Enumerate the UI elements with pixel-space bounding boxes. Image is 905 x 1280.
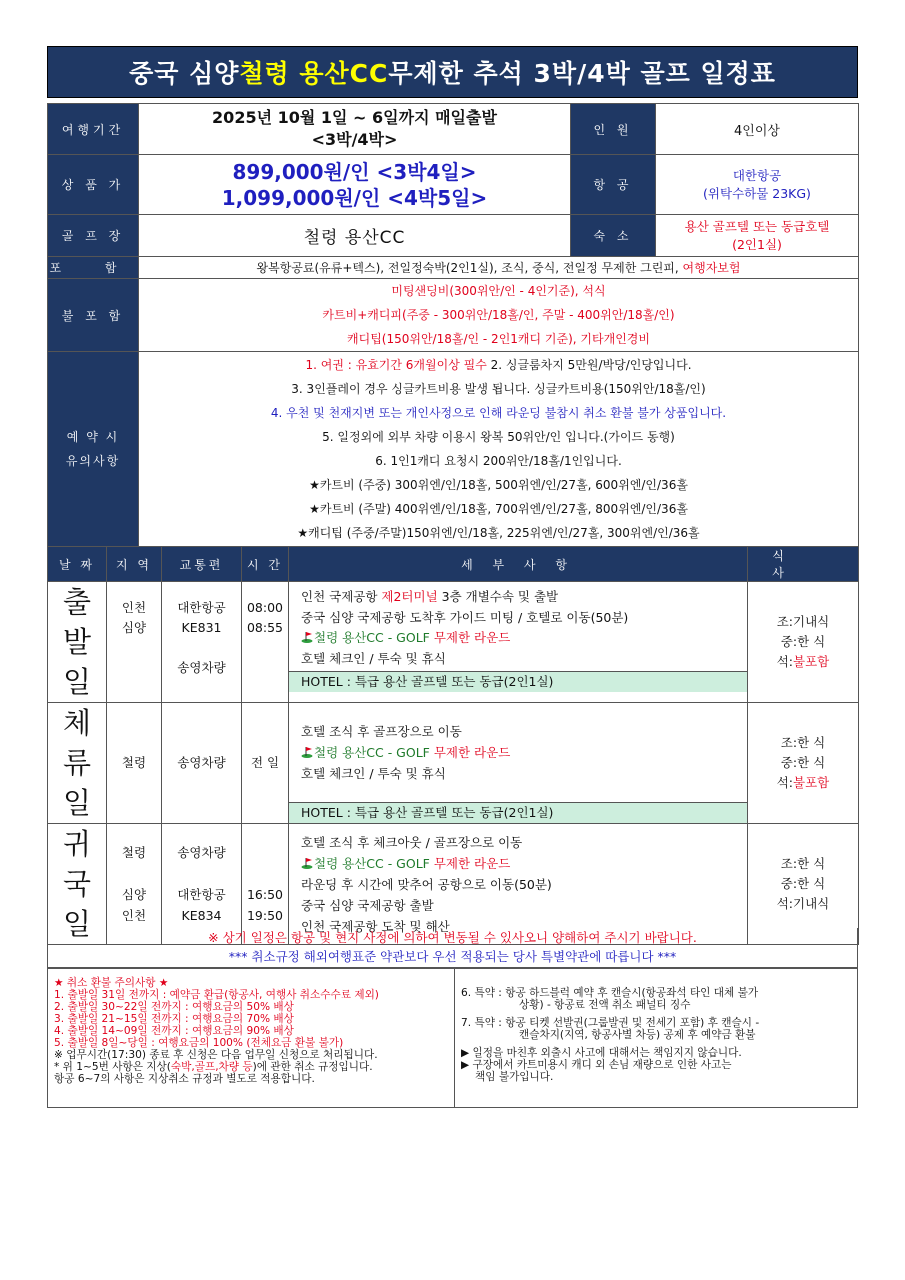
- day3-golf: 철령 용산CC - GOLF: [314, 855, 434, 871]
- day1-time1: 08:00: [246, 600, 284, 615]
- title-highlight: 철령 용산CC: [239, 59, 389, 88]
- cancel-office-hours: ※ 업무시간(17:30) 종료 후 신청은 다음 업무일 신청으로 처리됩니다.: [54, 1049, 378, 1061]
- day2-char3: 일: [62, 786, 91, 820]
- liability-1: ▶ 일정을 마친후 외출시 사고에 대해서는 책임지지 않습니다.: [461, 1047, 742, 1059]
- day2-golf-unlimited: 무제한 라운드: [433, 745, 511, 760]
- people-value: 4인이상: [656, 104, 859, 155]
- note-5: 5. 일정외에 외부 차량 이용시 왕복 50위안/인 입니다.(가이드 동행): [322, 430, 675, 444]
- include-insurance: 여행자보험: [682, 261, 741, 275]
- special-7b: 캔슬차지(지역, 항공사별 차등) 공제 후 예약금 환불: [519, 1029, 756, 1041]
- day3-detail5: 인천 국제공항 도착 및 해산: [301, 918, 450, 934]
- day3-transport1: 송영차량: [177, 845, 226, 860]
- day1-transport1: 대한항공: [177, 600, 226, 615]
- day2-transport: 송영차량: [162, 703, 242, 824]
- day2-char2: 류: [62, 746, 91, 780]
- day1-char1: 출: [62, 585, 91, 619]
- day1-meal-breakfast: 조:기내식: [776, 614, 830, 629]
- day2-detail1: 호텔 조식 후 골프장으로 이동: [301, 724, 462, 739]
- day3-transport2: 대한항공: [177, 887, 226, 902]
- day3-char3: 일: [62, 907, 91, 941]
- hotel-line1: 용산 골프텔 또는 동급호텔: [684, 218, 830, 234]
- cancel-rule-2: 2. 출발일 30~22일 전까지 : 여행요금의 50% 배상: [54, 1001, 294, 1013]
- exclude-line3: 캐디팁(150위안/18홀/인 - 2인1캐디 기준), 기타개인경비: [347, 332, 650, 346]
- day3-transport3: KE834: [181, 908, 222, 923]
- golf-flag-icon: [301, 631, 313, 643]
- notes-label-2: 유의사항: [65, 454, 121, 468]
- day2-char1: 체: [62, 706, 91, 740]
- day1-hotel: HOTEL : 특급 용산 골프텔 또는 동급(2인1실): [289, 671, 747, 692]
- note-6: 6. 1인1캐디 요청시 200위안/18홀/1인입니다.: [375, 454, 622, 468]
- cancel-title: ★ 취소 환불 주의사항 ★: [54, 977, 169, 989]
- hotel-label: 숙 소: [571, 215, 656, 257]
- day1-detail4: 호텔 체크인 / 투숙 및 휴식: [301, 650, 446, 666]
- note-single-room: 2. 싱글룸차지 5만원/박당/인당입니다.: [486, 358, 692, 372]
- cancel-air-note: 항공 6~7의 사항은 지상취소 규정과 별도로 적용합니다.: [54, 1073, 315, 1085]
- day3-meal-lunch: 중:한 식: [780, 876, 826, 891]
- notice-cancel-rule: *** 취소규정 해외여행표준 약관보다 우선 적용되는 당사 특별약관에 따릅니다 ***: [228, 949, 677, 964]
- header-region: 지 역: [107, 547, 162, 582]
- day3-detail1: 호텔 조식 후 체크아웃 / 골프장으로 이동: [301, 834, 523, 850]
- liability-2: ▶ 구장에서 카트미용시 캐디 외 손님 재량으로 인한 사고는: [461, 1059, 732, 1071]
- day1-golf: 철령 용산CC - GOLF: [314, 630, 434, 645]
- day1-golf-unlimited: 무제한 라운드: [433, 630, 511, 645]
- airline-label: 항 공: [571, 155, 656, 215]
- day2-meal-breakfast: 조:한 식: [780, 735, 826, 750]
- period-line2: <3박/4박>: [311, 130, 398, 149]
- day1-meal-lunch: 중:한 식: [780, 634, 826, 649]
- special-6b: 상황) - 항공료 전액 취소 패널티 징수: [519, 999, 691, 1011]
- period-label: 여행기간: [48, 104, 139, 155]
- day3-region3: 인천: [121, 908, 147, 923]
- day3-char1: 귀: [62, 827, 91, 861]
- day3-time1: 16:50: [246, 887, 284, 902]
- day2-golf: 철령 용산CC - GOLF: [314, 745, 434, 760]
- price-label: 상 품 가: [48, 155, 139, 215]
- note-3: 3. 3인플레이 경우 싱글카트비용 발생 됩니다. 싱글카트비용(150위안/18홀/인): [291, 382, 706, 396]
- cancel-policy: [47, 968, 858, 1108]
- header-transport: 교통편: [162, 547, 242, 582]
- header-time: 시 간: [242, 547, 289, 582]
- title-part2: 무제한 추석 3박/4박 골프 일정표: [388, 59, 776, 88]
- day2-hotel: HOTEL : 특급 용산 골프텔 또는 동급(2인1실): [289, 802, 747, 823]
- schedule-row-stay: [48, 703, 859, 824]
- day1-region2: 심양: [121, 620, 147, 635]
- day3-detail3: 라운딩 후 시간에 맞추어 공항으로 이동(50분): [301, 876, 552, 892]
- note-cart-weekday: ★카트비 (주중) 300위엔/인/18홀, 500위엔/인/27홀, 600위엔/인/36홀: [309, 478, 688, 492]
- day1-terminal: 제2터미널: [381, 589, 438, 604]
- day2-meal-dinner-label: 석:: [776, 775, 794, 790]
- day1-region1: 인천: [121, 600, 147, 615]
- day3-region2: 심양: [121, 887, 147, 902]
- header-date: 날 짜: [48, 547, 107, 582]
- day3-region1: 철령: [121, 845, 147, 860]
- day2-region: 철령: [107, 703, 162, 824]
- golf-label: 골 프 장: [48, 215, 139, 257]
- day1-transport3: 송영차량: [177, 660, 226, 675]
- day3-golf-unlimited: 무제한 라운드: [433, 855, 511, 871]
- day1-char3: 일: [62, 665, 91, 699]
- cancel-ground-a: * 위 1~5번 사항은 지상(: [54, 1061, 171, 1073]
- people-label: 인 원: [571, 104, 656, 155]
- special-7: 7. 특약 : 항공 티켓 선발권(그룹발권 및 전세기 포함) 후 캔슬시 -: [461, 1017, 760, 1029]
- cancel-rule-5: 5. 출발일 8일~당일 : 여행요금의 100% (전체요금 환불 불가): [54, 1037, 344, 1049]
- day2-detail3: 호텔 체크인 / 투숙 및 휴식: [301, 766, 446, 781]
- schedule-row-return: [48, 824, 859, 945]
- notice-box: [47, 928, 858, 968]
- special-6: 6. 특약 : 항공 하드블럭 예약 후 캔슬시(항공좌석 타인 대체 불가: [461, 987, 759, 999]
- cancel-rule-1: 1. 출발일 31일 전까지 : 예약금 환급(항공사, 여행사 취소수수료 제외): [54, 989, 379, 1001]
- liability-3: 책임 불가입니다.: [475, 1071, 554, 1083]
- period-line1: 2025년 10월 1일 ~ 6일까지 매일출발: [212, 108, 497, 127]
- cancel-ground-c: )에 관한 취소 규정입니다.: [252, 1061, 373, 1073]
- day1-detail1c: 3층 개별수속 및 출발: [437, 589, 559, 604]
- cancel-ground-b: 숙박,골프,차량 등: [170, 1061, 253, 1073]
- day2-meal-dinner: 불포함: [793, 775, 830, 790]
- day3-char2: 국: [62, 867, 91, 901]
- day3-meal-dinner: 석:기내식: [776, 896, 830, 911]
- cancel-rule-3: 3. 출발일 21~15일 전까지 : 여행요금의 70% 배상: [54, 1013, 294, 1025]
- day1-detail1a: 인천 국제공항: [301, 589, 382, 604]
- day2-meal-lunch: 중:한 식: [780, 755, 826, 770]
- golf-flag-icon: [301, 857, 313, 869]
- notes-label-1: 예 약 시: [66, 430, 120, 444]
- exclude-line1: 미팅샌딩비(300위안/인 - 4인기준), 석식: [391, 284, 606, 298]
- note-cart-weekend: ★카트비 (주말) 400위엔/인/18홀, 700위엔/인/27홀, 800위엔/인/36홀: [309, 502, 688, 516]
- exclude-line2: 카트비+캐디피(주중 - 300위안/18홀/인, 주말 - 400위안/18홀/인): [322, 308, 675, 322]
- header-details: 세 부 사 항: [289, 547, 748, 582]
- day1-meal-dinner-label: 석:: [776, 654, 794, 669]
- day1-transport2: KE831: [181, 620, 222, 635]
- price-line2: 1,099,000원/인 <4박5일>: [221, 185, 488, 210]
- day1-time2: 08:55: [246, 620, 284, 635]
- day1-char2: 발: [62, 625, 91, 659]
- info-table: [47, 103, 859, 547]
- note-4: 4. 우천 및 천재지변 또는 개인사정으로 인해 라운딩 불참시 취소 환불 불가 상품입니다.: [270, 406, 727, 420]
- note-passport: 1. 여권 : 유효기간 6개월이상 필수: [305, 358, 487, 372]
- airline-line1: 대한항공: [732, 167, 782, 183]
- day1-meal-dinner: 불포함: [793, 654, 830, 669]
- golf-flag-icon: [301, 746, 313, 758]
- cancel-rule-4: 4. 출발일 14~09일 전까지 : 여행요금의 90% 배상: [54, 1025, 294, 1037]
- day3-time2: 19:50: [246, 908, 284, 923]
- include-label: 포 함: [48, 257, 139, 279]
- day3-detail4: 중국 심양 국제공항 출발: [301, 897, 434, 913]
- exclude-label: 불 포 함: [48, 279, 139, 352]
- schedule-row-departure: [48, 582, 859, 703]
- page-title: [47, 46, 858, 98]
- price-line1: 899,000원/인 <3박4일>: [232, 159, 477, 184]
- airline-line2: (위탁수하물 23KG): [703, 185, 811, 201]
- day2-time: 전 일: [242, 703, 289, 824]
- notice-schedule-change: ※ 상기 일정은 항공 및 현지 사정에 의하여 변동될 수 있사오니 양해하여 주시기 바랍니다.: [208, 930, 697, 945]
- include-text: 왕복항공료(유류+텍스), 전일정숙박(2인1실), 조식, 중식, 전일정 무제한 그린피,: [256, 261, 683, 275]
- day1-detail2: 중국 심양 국제공항 도착후 가이드 미팅 / 호텔로 이동(50분): [301, 609, 629, 625]
- hotel-line2: (2인1실): [732, 236, 782, 252]
- header-meal: 식 사: [748, 547, 859, 582]
- title-part1: 중국 심양: [129, 59, 240, 88]
- golf-value: 철령 용산CC: [139, 215, 571, 257]
- schedule-table: [47, 546, 859, 945]
- day3-meal-breakfast: 조:한 식: [780, 856, 826, 871]
- note-caddie-tip: ★캐디팁 (주중/주말)150위엔/인/18홀, 225위엔/인/27홀, 300위엔/인/36홀: [297, 526, 700, 540]
